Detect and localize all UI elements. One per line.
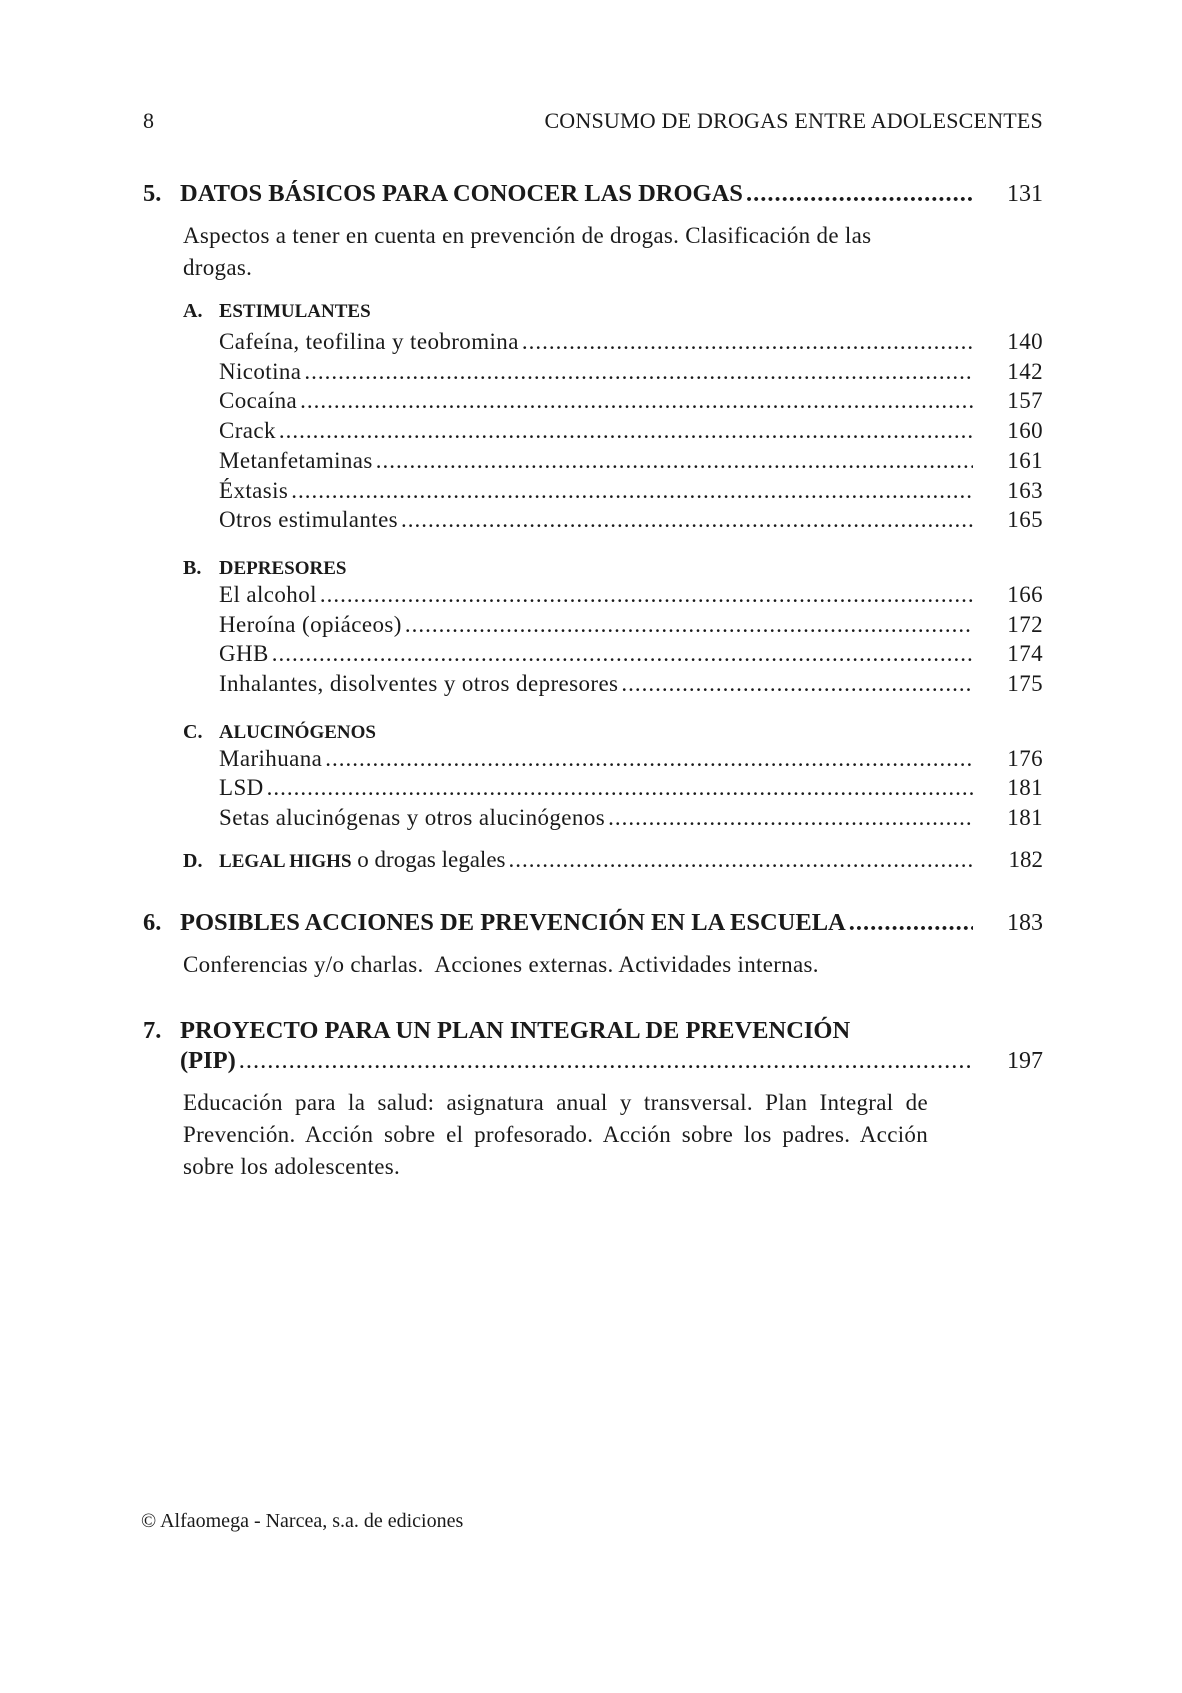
dot-leader xyxy=(272,639,973,669)
dot-leader xyxy=(291,476,973,506)
section-d-entry[interactable] xyxy=(143,847,1043,873)
dot-leader xyxy=(621,669,973,699)
chapter-page-number: 183 xyxy=(1007,909,1043,936)
entry-title: Heroína (opiáceos) xyxy=(219,611,402,637)
dot-leader xyxy=(304,357,973,387)
dot-leader xyxy=(522,327,973,357)
chapter-7-title-line1[interactable] xyxy=(143,1017,1043,1045)
toc-entry[interactable] xyxy=(143,476,1043,506)
dot-leader xyxy=(376,446,973,476)
toc-entry[interactable] xyxy=(143,669,1043,699)
dot-leader xyxy=(746,180,973,208)
entry-page-number: 142 xyxy=(1007,358,1043,384)
chapter-title: PROYECTO PARA UN PLAN INTEGRAL DE PREVENCIÓN xyxy=(180,1016,851,1044)
section-title-initial: D xyxy=(219,556,234,579)
page-number: 8 xyxy=(143,108,154,133)
entry-title: Nicotina xyxy=(219,358,302,384)
entry-page-number: 181 xyxy=(1007,805,1043,831)
entry-page-number: 165 xyxy=(1007,507,1043,533)
section-letter: D. xyxy=(183,849,203,872)
entry-title: Crack xyxy=(219,418,276,444)
section-title-initial: L xyxy=(219,850,232,872)
dot-leader xyxy=(508,847,973,873)
toc-entry[interactable] xyxy=(143,773,1043,803)
toc-entry[interactable] xyxy=(143,803,1043,833)
toc-entry[interactable] xyxy=(143,327,1043,357)
entry-page-number: 157 xyxy=(1007,388,1043,414)
entry-title: Setas alucinógenas y otros alucinógenos xyxy=(219,805,606,831)
toc-entry[interactable] xyxy=(143,505,1043,535)
entry-page-number: 163 xyxy=(1007,477,1043,503)
dot-leader xyxy=(405,610,973,640)
entry-title: Cocaína xyxy=(219,388,298,414)
toc-entry[interactable] xyxy=(143,744,1043,774)
chapter-7-title-line2[interactable] xyxy=(143,1047,1043,1075)
section-title-rest: STIMULANTES xyxy=(232,301,371,322)
section-title-initial: A xyxy=(219,720,234,743)
section-letter: A. xyxy=(183,300,203,322)
dot-leader xyxy=(267,773,973,803)
entry-page-number: 172 xyxy=(1007,611,1043,637)
chapter-title: POSIBLES ACCIONES DE PREVENCIÓN EN LA ESCUELA xyxy=(180,908,846,936)
section-title-rest: EGAL HIGHS xyxy=(231,850,352,872)
section-title-initial: E xyxy=(219,300,233,322)
chapter-6-title-row[interactable] xyxy=(143,909,1043,937)
dot-leader xyxy=(239,1047,973,1075)
chapter-number: 6. xyxy=(143,908,162,936)
entry-page-number: 140 xyxy=(1007,329,1043,354)
section-c-heading xyxy=(143,721,1043,744)
entry-title: LSD xyxy=(219,775,264,801)
chapter-number: 7. xyxy=(143,1016,162,1044)
running-title: CONSUMO DE DROGAS ENTRE ADOLESCENTES xyxy=(544,108,1043,133)
chapter-6-description: Conferencias y/o charlas. Acciones externas. Actividades internas. xyxy=(183,951,819,977)
section-title-suffix: o drogas legales xyxy=(351,846,506,872)
dot-leader xyxy=(401,505,973,535)
chapter-number: 5. xyxy=(143,180,162,207)
section-title-rest: LUCINÓGENOS xyxy=(233,721,376,743)
section-b-heading xyxy=(143,557,1043,580)
entry-title: Marihuana xyxy=(219,745,323,771)
entry-page-number: 161 xyxy=(1007,447,1043,473)
toc-entry[interactable] xyxy=(143,386,1043,416)
dot-leader xyxy=(279,416,973,446)
toc-entry[interactable] xyxy=(143,416,1043,446)
section-letter: C. xyxy=(183,720,203,743)
dot-leader xyxy=(325,744,973,774)
chapter-page-number: 131 xyxy=(1007,181,1043,207)
section-title-rest: EPRESORES xyxy=(233,557,347,579)
chapter-title: DATOS BÁSICOS PARA CONOCER LAS DROGAS xyxy=(180,180,743,207)
dot-leader xyxy=(320,580,973,610)
toc-entry[interactable] xyxy=(143,610,1043,640)
entry-page-number: 182 xyxy=(1008,846,1043,872)
entry-page-number: 174 xyxy=(1007,641,1043,667)
chapter-5-title-row[interactable] xyxy=(143,180,1043,208)
toc-entry[interactable] xyxy=(143,580,1043,610)
entry-page-number: 176 xyxy=(1007,745,1043,771)
table-of-contents xyxy=(143,180,1043,1183)
chapter-title-continued: (PIP) xyxy=(180,1046,236,1074)
dot-leader xyxy=(608,803,973,833)
toc-entry[interactable] xyxy=(143,357,1043,387)
section-a-heading xyxy=(143,300,1043,323)
dot-leader xyxy=(300,386,973,416)
toc-entry[interactable] xyxy=(143,446,1043,476)
entry-title: Otros estimulantes xyxy=(219,507,399,533)
entry-title: GHB xyxy=(219,641,269,667)
entry-page-number: 181 xyxy=(1007,775,1043,801)
toc-entry[interactable] xyxy=(143,639,1043,669)
entry-page-number: 166 xyxy=(1007,581,1043,607)
entry-title: Cafeína, teofilina y teobromina xyxy=(219,329,519,354)
chapter-5-description: Aspectos a tener en cuenta en prevención de drogas. Clasificación de las drogas. xyxy=(183,223,872,280)
chapter-page-number: 197 xyxy=(1007,1047,1043,1074)
entry-title: El alcohol xyxy=(219,581,317,607)
entry-title: Éxtasis xyxy=(219,477,289,503)
entry-title: Metanfetaminas xyxy=(219,447,373,473)
section-letter: B. xyxy=(183,556,202,579)
entry-page-number: 175 xyxy=(1007,671,1043,697)
entry-page-number: 160 xyxy=(1007,418,1043,444)
entry-title: Inhalantes, disolventes y otros depresores xyxy=(219,671,619,697)
dot-leader xyxy=(849,909,973,937)
copyright-footer: © Alfaomega - Narcea, s.a. de ediciones xyxy=(141,1510,464,1532)
chapter-7-description: Educación para la salud: asignatura anual y transversal. Plan Integral de Prevención. Acción sobre el profesorado. Acción sobre los padres. Acción sobre los adolescentes. xyxy=(183,1089,928,1179)
